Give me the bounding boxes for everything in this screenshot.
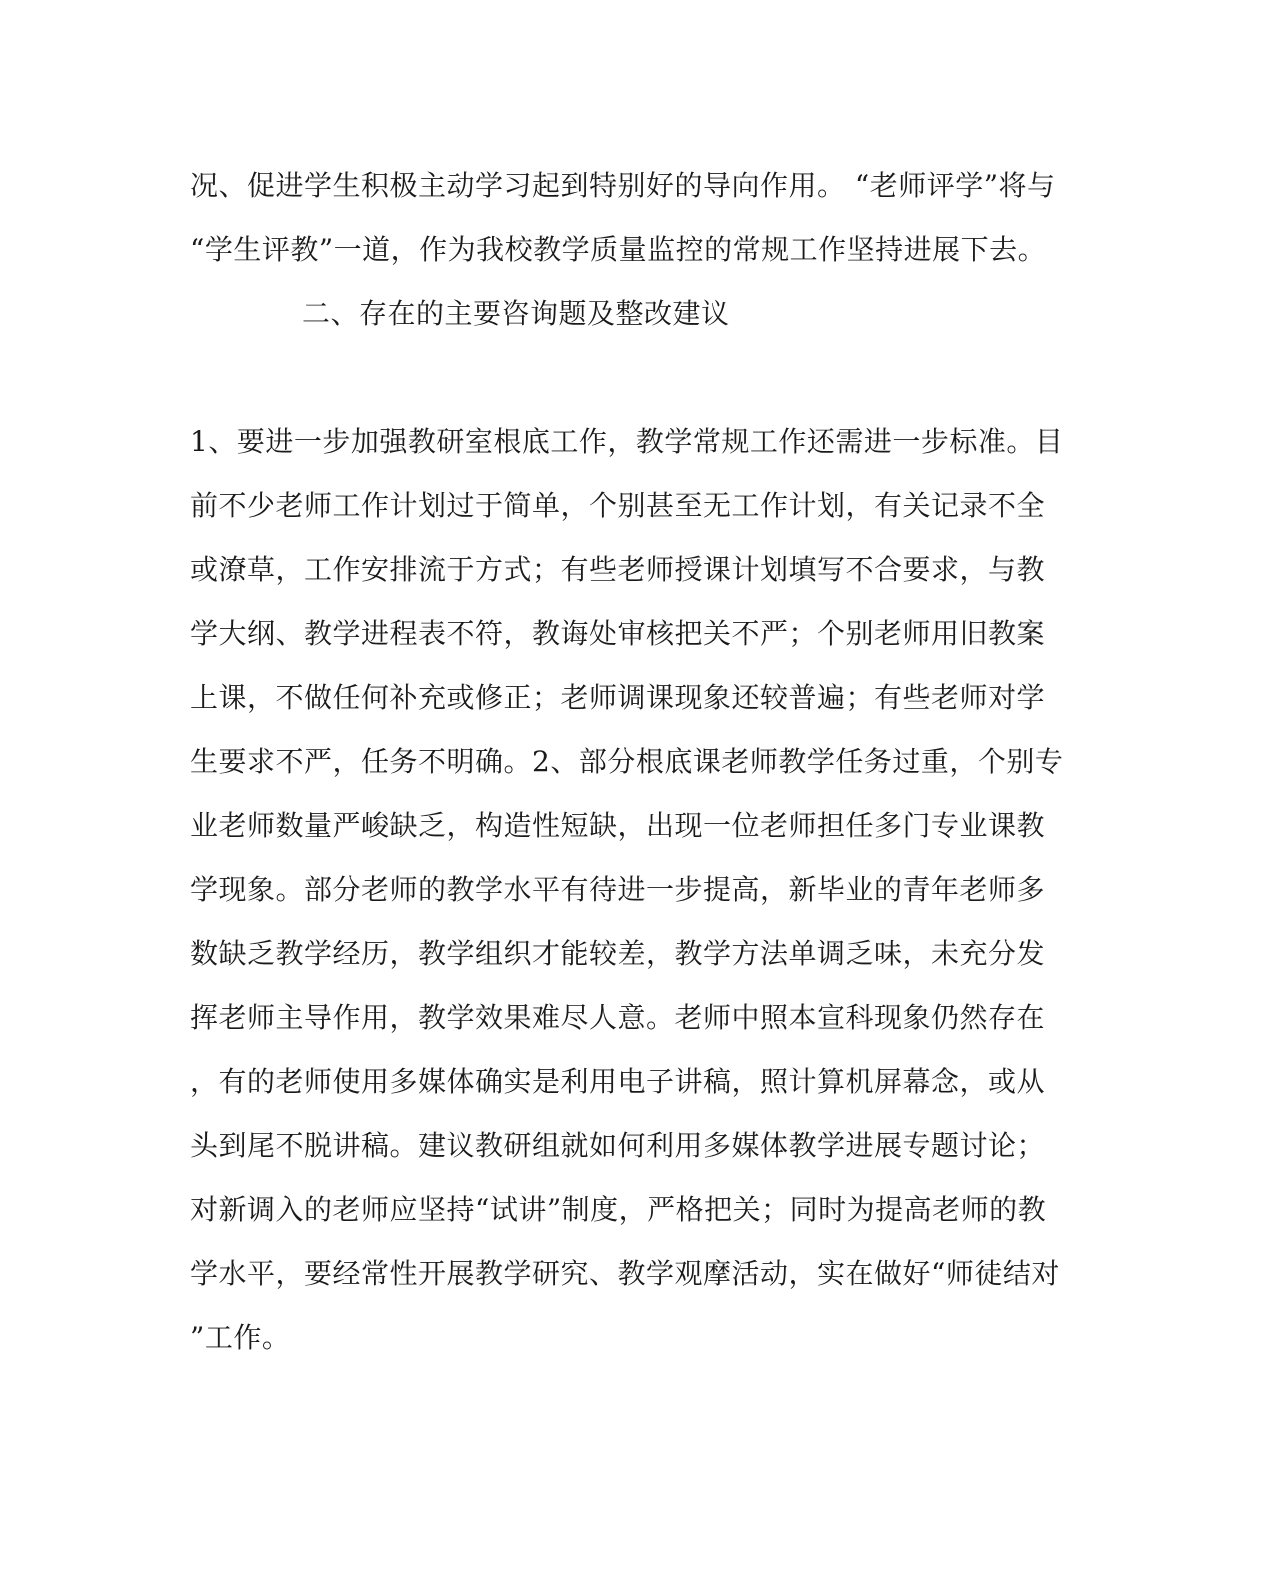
body-line-15: ”工作。: [190, 1321, 291, 1354]
body-line-12: 头到尾不脱讲稿。建议教研组就如何利用多媒体教学进展专题讨论；: [190, 1129, 1046, 1162]
body-line-4: 学大纲、教学进程表不符，教诲处审核把关不严；个别老师用旧教案: [190, 617, 1046, 650]
body-line-13: 对新调入的老师应坚持“试讲”制度，严格把关；同时为提高老师的教: [190, 1193, 1047, 1226]
section-heading: 二、存在的主要咨询题及整改建议: [302, 297, 730, 330]
body-line-5: 上课，不做任何补充或修正；老师调课现象还较普遍；有些老师对学: [190, 681, 1046, 714]
body-line-6: 生要求不严，任务不明确。2、部分根底课老师教学任务过重，个别专: [190, 745, 1064, 778]
body-line-8: 学现象。部分老师的教学水平有待进一步提高，新毕业的青年老师多: [190, 873, 1046, 906]
body-line-1: 1、要进一步加强教研室根底工作，教学常规工作还需进一步标准。目: [190, 425, 1064, 458]
body-line-9: 数缺乏教学经历，教学组织才能较差，教学方法单调乏味，未充分发: [190, 937, 1046, 970]
body-line-11: ，有的老师使用多媒体确实是利用电子讲稿，照计算机屏幕念，或从: [190, 1065, 1046, 1098]
intro-line-2: “学生评教”一道，作为我校教学质量监控的常规工作坚持进展下去。: [190, 233, 1047, 266]
intro-line-1: 况、促进学生积极主动学习起到特别好的导向作用。 “老师评学”将与: [190, 169, 1056, 202]
body-line-10: 挥老师主导作用，教学效果难尽人意。老师中照本宣科现象仍然存在: [190, 1001, 1046, 1034]
body-line-3: 或潦草，工作安排流于方式；有些老师授课计划填写不合要求，与教: [190, 553, 1046, 586]
body-line-14: 学水平，要经常性开展教学研究、教学观摩活动，实在做好“师徒结对: [190, 1257, 1060, 1290]
body-line-7: 业老师数量严峻缺乏，构造性短缺，出现一位老师担任多门专业课教: [190, 809, 1046, 842]
body-line-2: 前不少老师工作计划过于简单，个别甚至无工作计划，有关记录不全: [190, 489, 1046, 522]
